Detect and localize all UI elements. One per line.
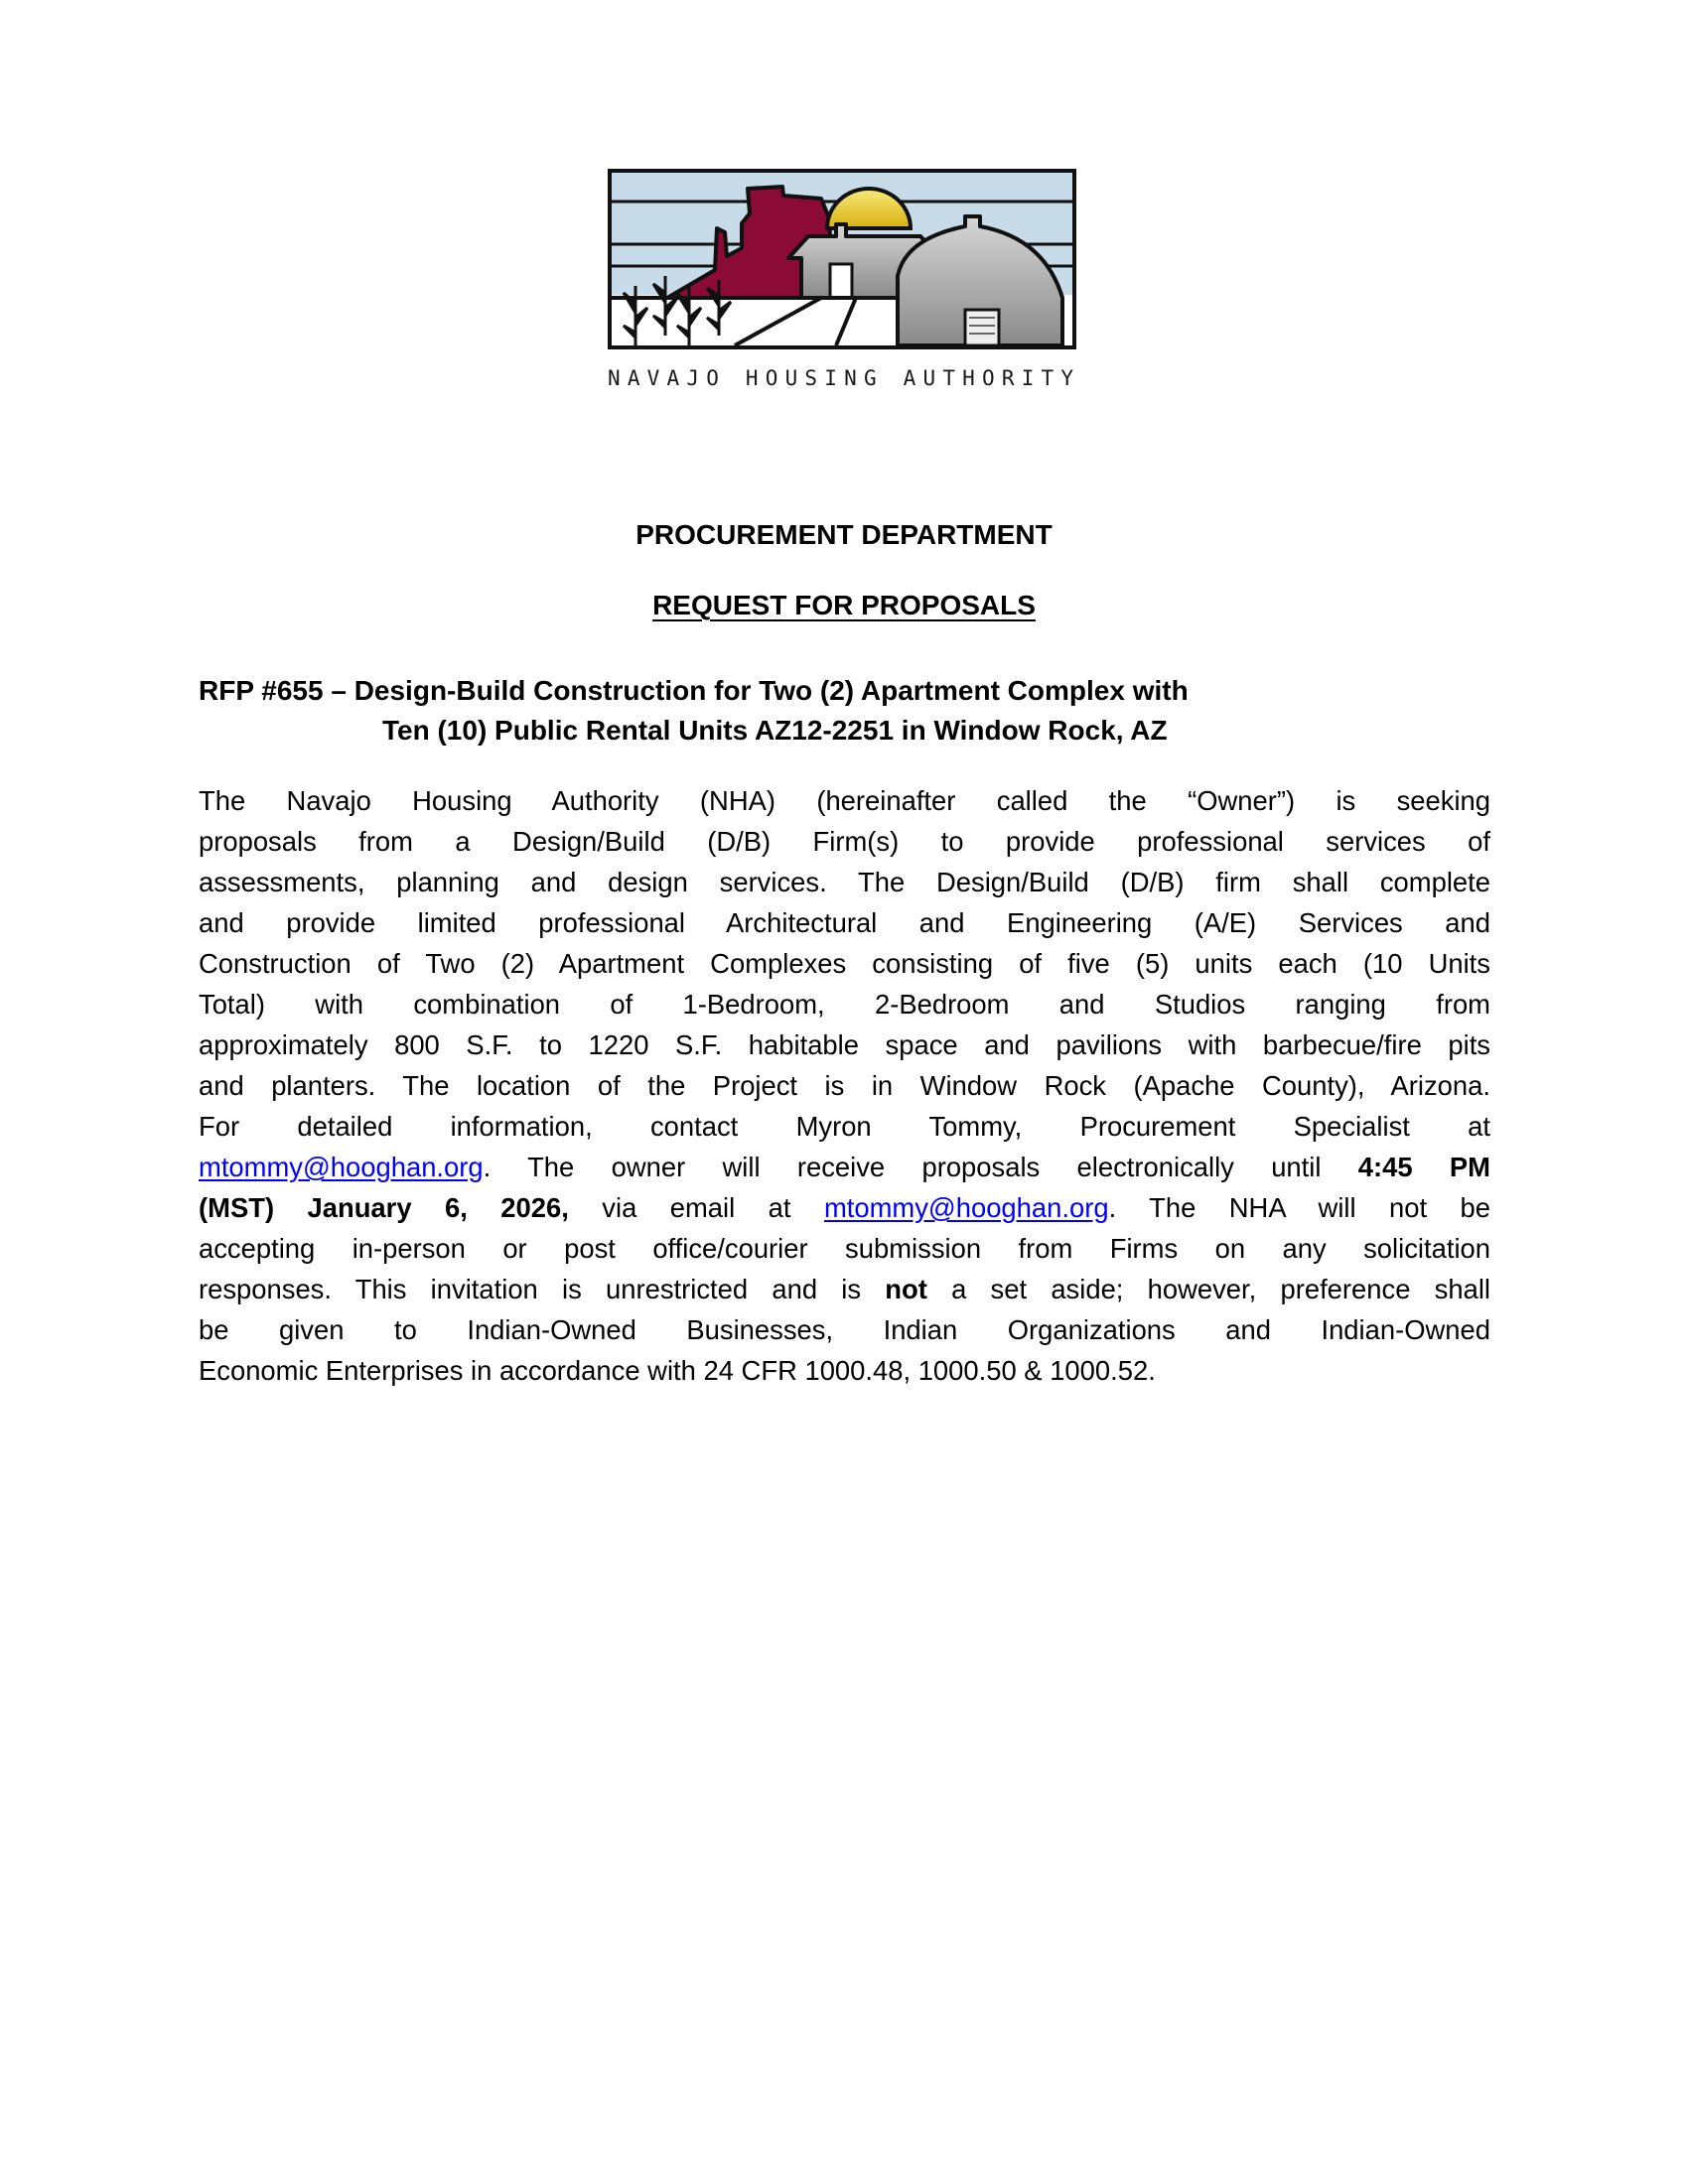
paragraph-line: [199, 821, 1490, 862]
paragraph-line: [199, 1106, 1490, 1147]
paragraph-line: [199, 1350, 1490, 1391]
paragraph-text: a set aside; however, preference shall: [926, 1274, 1490, 1304]
department-heading: PROCUREMENT DEPARTMENT: [635, 519, 1053, 550]
rfp-title-line-2: Ten (10) Public Rental Units AZ12-2251 in Window Rock, AZ: [382, 715, 1168, 746]
rfp-title-line-1: RFP #655 – Design-Build Construction for Two (2) Apartment Complex with: [199, 675, 1189, 706]
house-door: [830, 264, 852, 298]
paragraph-line: [199, 1187, 1490, 1228]
nha-logo: [608, 169, 1076, 349]
paragraph-line: [199, 1147, 1490, 1187]
paragraph-line: [199, 1309, 1490, 1350]
paragraph-line: [199, 943, 1490, 984]
email-link[interactable]: mtommy@hooghan.org: [199, 1152, 484, 1182]
paragraph-line: [199, 862, 1490, 902]
emphasized-text: not: [885, 1274, 927, 1304]
paragraph-text: . The owner will receive proposals electronically until: [483, 1152, 1358, 1182]
paragraph-text: Construction of Two (2) Apartment Complexes consisting of five (5) units each (10 Units: [199, 948, 1490, 979]
paragraph-text: assessments, planning and design services. The Design/Build (D/B) firm shall complete: [199, 867, 1490, 897]
document-type-text: REQUEST FOR PROPOSALS: [652, 590, 1036, 620]
paragraph-text: accepting in-person or post office/courier submission from Firms on any solicitation: [199, 1233, 1490, 1264]
paragraph-text: be given to Indian-Owned Businesses, Indian Organizations and Indian-Owned: [199, 1314, 1490, 1345]
paragraph-text: and planters. The location of the Project is in Window Rock (Apache County), Arizona.: [199, 1070, 1490, 1101]
paragraph-text: via email at: [568, 1192, 824, 1223]
email-link[interactable]: mtommy@hooghan.org: [823, 1192, 1109, 1223]
paragraph-line: [199, 780, 1490, 821]
logo-caption: NAVAJO HOUSING AUTHORITY: [608, 366, 1081, 390]
paragraph-line: [199, 1065, 1490, 1106]
paragraph-text: proposals from a Design/Build (D/B) Firm(s) to provide professional services of: [199, 826, 1490, 857]
rfp-description: [199, 780, 1490, 1391]
paragraph-text: responses. This invitation is unrestricted and is: [199, 1274, 886, 1304]
emphasized-text: (MST) January 6, 2026,: [199, 1192, 569, 1223]
document-type-heading: [0, 590, 1688, 621]
paragraph-text: . The NHA will not be: [1108, 1192, 1491, 1223]
emphasized-text: 4:45 PM: [1357, 1152, 1490, 1182]
paragraph-text: Total) with combination of 1-Bedroom, 2-Bedroom and Studios ranging from: [199, 989, 1490, 1020]
paragraph-line: [199, 902, 1490, 943]
logo-illustration: [608, 169, 1076, 349]
paragraph-text: and provide limited professional Architectural and Engineering (A/E) Services and: [199, 907, 1490, 938]
rfp-title: [199, 671, 1189, 751]
paragraph-line: [199, 984, 1490, 1024]
paragraph-text: The Navajo Housing Authority (NHA) (hereinafter called the “Owner”) is seeking: [199, 785, 1490, 816]
paragraph-text: approximately 800 S.F. to 1220 S.F. habitable space and pavilions with barbecue/fire pits: [199, 1029, 1490, 1060]
paragraph-text: For detailed information, contact Myron Tommy, Procurement Specialist at: [199, 1111, 1490, 1142]
hogan-door: [965, 310, 999, 345]
paragraph-line: [199, 1269, 1490, 1309]
paragraph-text: Economic Enterprises in accordance with 24 CFR 1000.48, 1000.50 & 1000.52.: [199, 1355, 1156, 1386]
paragraph-line: [199, 1228, 1490, 1269]
paragraph-line: [199, 1024, 1490, 1065]
